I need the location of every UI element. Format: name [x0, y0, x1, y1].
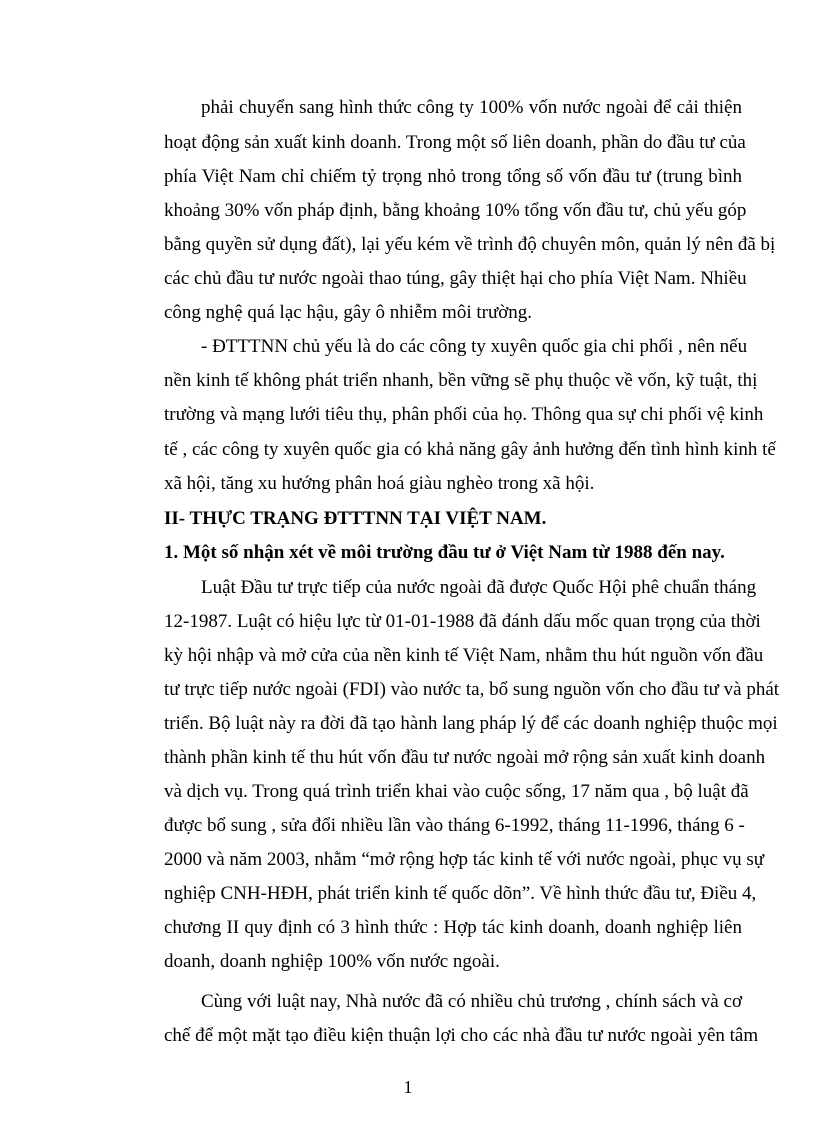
paragraph-2-line: xã hội, tăng xu hướng phân hoá giàu nghèo trong xã hội.	[164, 473, 595, 494]
paragraph-1-line: phải chuyển sang hình thức công ty 100% vốn nước ngoài để cải thiện	[201, 97, 742, 118]
section-heading: II- THỰC TRẠNG ĐTTTNN TẠI VIỆT NAM.	[164, 508, 547, 529]
paragraph-1-line: bằng quyền sử dụng đất), lại yếu kém về trình độ chuyên môn, quản lý nên đã bị	[164, 234, 776, 255]
paragraph-3-line: 2000 và năm 2003, nhằm “mở rộng hợp tác kinh tế với nước ngoài, phục vụ sự	[164, 849, 765, 870]
subsection-heading: 1. Một số nhận xét về môi trường đầu tư ở Việt Nam từ 1988 đến nay.	[164, 542, 725, 563]
paragraph-4-line: chế để một mặt tạo điều kiện thuận lợi cho các nhà đầu tư nước ngoài yên tâm	[164, 1025, 759, 1046]
paragraph-3-line: Luật Đầu tư trực tiếp của nước ngoài đã được Quốc Hội phê chuẩn tháng	[201, 577, 757, 598]
paragraph-1-line: khoảng 30% vốn pháp định, bằng khoảng 10% tổng vốn đầu tư, chủ yếu góp	[164, 200, 747, 221]
paragraph-2-line: - ĐTTTNN chủ yếu là do các công ty xuyên quốc gia chi phối , nên nếu	[201, 336, 748, 357]
paragraph-1-line: công nghệ quá lạc hậu, gây ô nhiễm môi trường.	[164, 302, 533, 323]
page-number: 1	[403, 1077, 413, 1097]
paragraph-2-line: trường và mạng lưới tiêu thụ, phân phối của họ. Thông qua sự chi phối vệ kinh	[164, 404, 764, 425]
paragraph-3-line: chương II quy định có 3 hình thức : Hợp tác kinh doanh, doanh nghiệp liên	[164, 917, 742, 938]
paragraph-3-line: thành phần kinh tế thu hút vốn đầu tư nước ngoài mở rộng sản xuất kinh doanh	[164, 747, 766, 768]
paragraph-3-line: triển. Bộ luật này ra đời đã tạo hành lang pháp lý để các doanh nghiệp thuộc mọi	[164, 713, 778, 734]
paragraph-3-line: kỳ hội nhập và mở cửa của nền kinh tế Việt Nam, nhằm thu hút nguồn vốn đầu	[164, 645, 764, 666]
paragraph-1-line: phía Việt Nam chỉ chiếm tỷ trọng nhỏ trong tổng số vốn đầu tư (trung bình	[164, 166, 742, 187]
paragraph-3-line: và dịch vụ. Trong quá trình triển khai vào cuộc sống, 17 năm qua , bộ luật đã	[164, 781, 749, 802]
paragraph-2-line: tế , các công ty xuyên quốc gia có khả năng gây ảnh hưởng đến tình hình kinh tế	[164, 439, 776, 460]
paragraph-4-line: Cùng với luật nay, Nhà nước đã có nhiều chủ trương , chính sách và cơ	[201, 991, 742, 1012]
paragraph-1-line: hoạt động sản xuất kinh doanh. Trong một số liên doanh, phần do đầu tư của	[164, 132, 746, 153]
paragraph-2-line: nền kinh tế không phát triển nhanh, bền vững sẽ phụ thuộc về vốn, kỹ tuật, thị	[164, 370, 758, 391]
paragraph-3-line: tư trực tiếp nước ngoài (FDI) vào nước ta, bổ sung nguồn vốn cho đầu tư và phát	[164, 679, 780, 700]
paragraph-1-line: các chủ đầu tư nước ngoài thao túng, gây thiệt hại cho phía Việt Nam. Nhiều	[164, 268, 747, 289]
paragraph-3-line: nghiệp CNH-HĐH, phát triển kinh tế quốc dõn”. Về hình thức đầu tư, Điều 4,	[164, 883, 757, 904]
paragraph-3-line: 12-1987. Luật có hiệu lực từ 01-01-1988 đã đánh dấu mốc quan trọng của thời	[164, 611, 761, 632]
paragraph-3-line: được bổ sung , sửa đổi nhiều lần vào tháng 6-1992, tháng 11-1996, tháng 6 -	[164, 815, 745, 836]
paragraph-3-line: doanh, doanh nghiệp 100% vốn nước ngoài.	[164, 951, 500, 972]
